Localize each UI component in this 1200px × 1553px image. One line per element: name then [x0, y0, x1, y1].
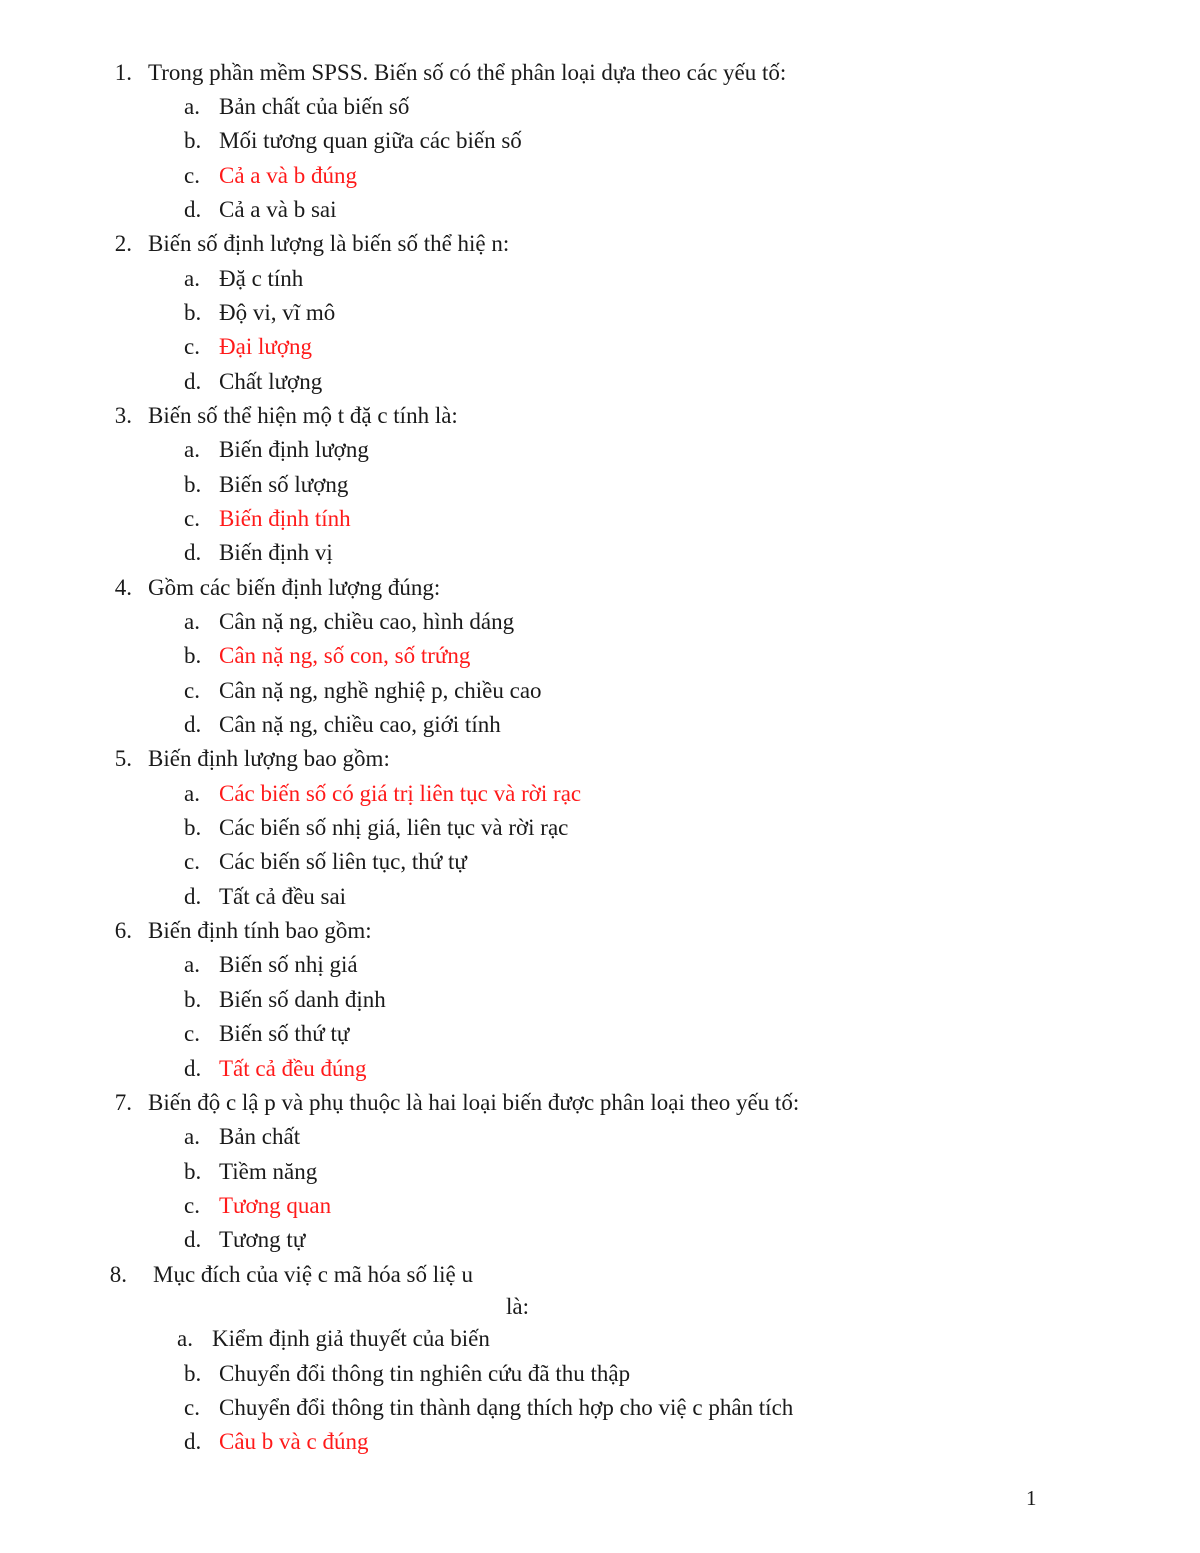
question-text: Biến số thể hiện mộ t đặ c tính là:: [148, 403, 458, 428]
question-number: 1.: [114, 60, 132, 85]
option-text: Biến số lượng: [219, 472, 349, 497]
option-letter: d.: [184, 1227, 202, 1252]
option-letter: a.: [177, 1326, 193, 1351]
option-letter: d.: [184, 1429, 202, 1454]
option-letter: b.: [184, 815, 202, 840]
option-letter: b.: [184, 128, 202, 153]
option-letter: d.: [184, 884, 202, 909]
option-text: Tất cả đều sai: [219, 884, 347, 909]
option-text: Biến số danh định: [219, 987, 386, 1012]
option-letter: c.: [184, 334, 200, 359]
option-text: Biến định lượng: [219, 437, 369, 462]
correct-answer: Cân nặ ng, số con, số trứng: [219, 643, 471, 668]
correct-answer: Câu b và c đúng: [219, 1429, 369, 1454]
option-letter: c.: [184, 678, 200, 703]
option-text: Biến số thứ tự: [219, 1021, 350, 1046]
question-text: Trong phần mềm SPSS. Biến số có thể phân loại dựa theo các yếu tố:: [148, 60, 787, 85]
page-number: 1: [1026, 1486, 1037, 1510]
option-letter: a.: [184, 94, 200, 119]
option-letter: c.: [184, 849, 200, 874]
correct-answer: Tất cả đều đúng: [219, 1056, 367, 1081]
option-text: Bản chất: [219, 1124, 301, 1149]
question-number: 8.: [109, 1262, 127, 1287]
option-text: Cả a và b sai: [219, 197, 337, 222]
option-text: Các biến số nhị giá, liên tục và rời rạc: [219, 815, 569, 840]
option-text: Chất lượng: [219, 369, 323, 394]
correct-answer: Đại lượng: [219, 334, 312, 359]
option-letter: a.: [184, 266, 200, 291]
question-text: Biến độ c lậ p và phụ thuộc là hai loại biến được phân loại theo yếu tố:: [148, 1090, 800, 1115]
option-text: Cân nặ ng, chiều cao, giới tính: [219, 712, 501, 737]
option-text: Bản chất của biến số: [219, 94, 410, 119]
option-letter: c.: [184, 1193, 200, 1218]
option-letter: b.: [184, 643, 202, 668]
option-text: Chuyển đổi thông tin thành dạng thích hợp cho việ c phân tích: [219, 1395, 794, 1420]
option-letter: c.: [184, 163, 200, 188]
option-letter: b.: [184, 987, 202, 1012]
option-letter: a.: [184, 952, 200, 977]
option-text: Kiểm định giả thuyết của biến: [212, 1326, 490, 1351]
option-letter: c.: [184, 506, 200, 531]
question-text: Mục đích của việ c mã hóa số liệ u: [153, 1262, 473, 1287]
option-letter: d.: [184, 712, 202, 737]
correct-answer: Cả a và b đúng: [219, 163, 357, 188]
question-8-continuation: là:: [506, 1294, 529, 1319]
option-letter: b.: [184, 300, 202, 325]
question-text: Biến định tính bao gồm:: [148, 918, 372, 943]
question-text: Gồm các biến định lượng đúng:: [148, 575, 441, 600]
option-letter: a.: [184, 609, 200, 634]
option-letter: d.: [184, 540, 202, 565]
option-text: Độ vi, vĩ mô: [219, 300, 336, 325]
question-text: Biến định lượng bao gồm:: [148, 746, 390, 771]
option-letter: a.: [184, 1124, 200, 1149]
option-letter: c.: [184, 1021, 200, 1046]
option-text: Chuyển đổi thông tin nghiên cứu đã thu thập: [219, 1361, 631, 1386]
option-text: Tiềm năng: [219, 1159, 318, 1184]
option-text: Cân nặ ng, chiều cao, hình dáng: [219, 609, 515, 634]
option-letter: b.: [184, 1361, 202, 1386]
question-text: Biến số định lượng là biến số thể hiệ n:: [148, 231, 510, 256]
question-number: 5.: [114, 746, 132, 771]
correct-answer: Các biến số có giá trị liên tục và rời rạc: [219, 781, 582, 806]
question-number: 3.: [114, 403, 132, 428]
question-number: 7.: [114, 1090, 132, 1115]
option-text: Cân nặ ng, nghề nghiệ p, chiều cao: [219, 678, 542, 703]
option-letter: d.: [184, 197, 202, 222]
option-letter: b.: [184, 472, 202, 497]
correct-answer: Tương quan: [219, 1193, 332, 1218]
question-number: 6.: [114, 918, 132, 943]
option-letter: d.: [184, 369, 202, 394]
option-text: Tương tự: [219, 1227, 306, 1252]
correct-answer: Biến định tính: [219, 506, 351, 531]
question-number: 2.: [114, 231, 132, 256]
option-text: Đặ c tính: [219, 266, 304, 291]
option-text: Biến số nhị giá: [219, 952, 358, 977]
question-number: 4.: [114, 575, 132, 600]
option-text: Biến định vị: [219, 540, 333, 565]
option-letter: a.: [184, 781, 200, 806]
option-letter: a.: [184, 437, 200, 462]
option-text: Mối tương quan giữa các biến số: [219, 128, 522, 153]
option-letter: c.: [184, 1395, 200, 1420]
option-letter: d.: [184, 1056, 202, 1081]
option-letter: b.: [184, 1159, 202, 1184]
option-text: Các biến số liên tục, thứ tự: [219, 849, 467, 874]
